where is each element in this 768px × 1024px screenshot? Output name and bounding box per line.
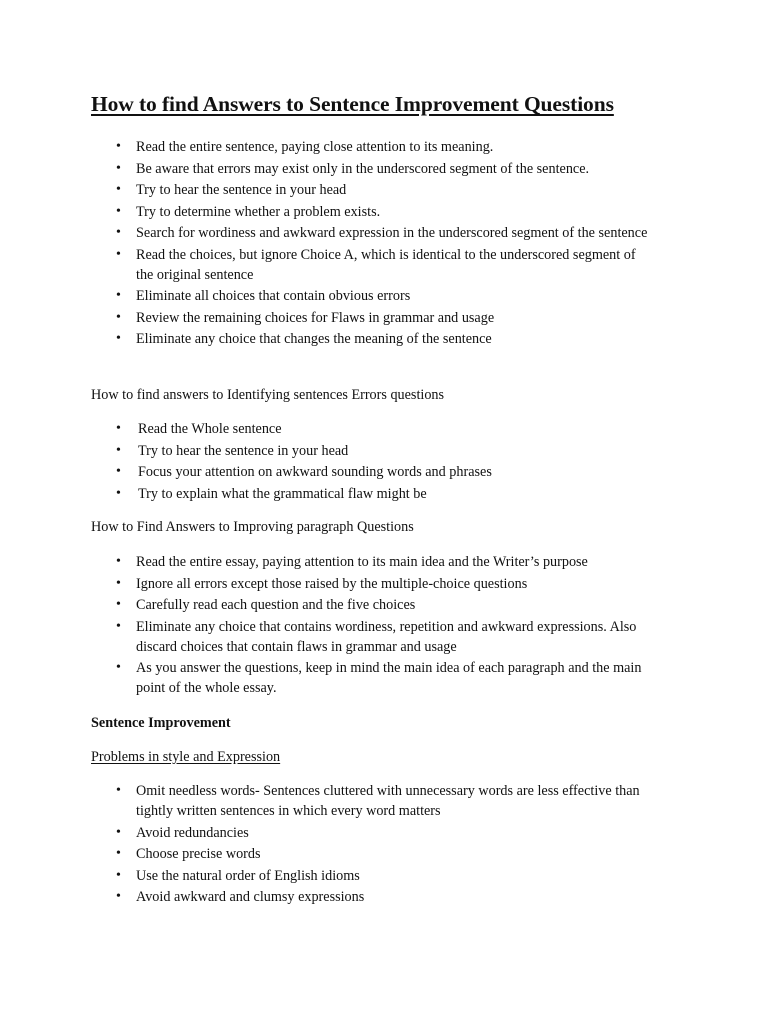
sentence-improvement-heading: Sentence Improvement xyxy=(91,715,231,731)
list-item: • Read the choices, but ignore Choice A, which is identical to the underscored segment of the original sentence xyxy=(91,245,651,285)
list-item: • Focus your attention on awkward sounding words and phrases xyxy=(91,462,651,482)
list-item: • Use the natural order of English idioms xyxy=(91,866,651,886)
sentence-improvement-steps-list xyxy=(91,137,651,351)
list-item: • Ignore all errors except those raised by the multiple-choice questions xyxy=(91,574,651,594)
improving-paragraph-heading: How to Find Answers to Improving paragraph Questions xyxy=(91,519,414,535)
list-item: • Try to hear the sentence in your head xyxy=(91,441,651,461)
list-item: • Try to hear the sentence in your head xyxy=(91,180,651,200)
list-item: • Avoid redundancies xyxy=(91,823,651,843)
list-item: • Eliminate any choice that changes the meaning of the sentence xyxy=(91,329,651,349)
style-expression-list xyxy=(91,781,651,909)
list-item: • Read the entire essay, paying attention to its main idea and the Writer’s purpose xyxy=(91,552,651,572)
list-item: • Try to explain what the grammatical flaw might be xyxy=(91,484,651,504)
list-item: • Try to determine whether a problem exists. xyxy=(91,202,651,222)
improving-paragraph-steps-list xyxy=(91,552,651,700)
style-expression-subheading: Problems in style and Expression xyxy=(91,749,281,765)
list-item: • As you answer the questions, keep in mind the main idea of each paragraph and the main point of the whole essay. xyxy=(91,658,651,698)
list-item: • Be aware that errors may exist only in the underscored segment of the sentence. xyxy=(91,159,651,179)
list-item: • Choose precise words xyxy=(91,844,651,864)
identifying-errors-heading: How to find answers to Identifying sentences Errors questions xyxy=(91,387,445,403)
list-item: • Review the remaining choices for Flaws in grammar and usage xyxy=(91,308,651,328)
list-item: • Eliminate any choice that contains wordiness, repetition and awkward expressions. Also discard choices that contain flaws in grammar and usage xyxy=(91,617,651,657)
list-item: • Read the entire sentence, paying close attention to its meaning. xyxy=(91,137,651,157)
list-item: • Omit needless words- Sentences cluttered with unnecessary words are less effective than tightly written sentences in which every word matters xyxy=(91,781,651,821)
list-item: • Avoid awkward and clumsy expressions xyxy=(91,887,651,907)
list-item: • Search for wordiness and awkward expression in the underscored segment of the sentence xyxy=(91,223,651,243)
list-item: • Carefully read each question and the five choices xyxy=(91,595,651,615)
identifying-errors-steps-list xyxy=(91,419,651,505)
list-item: • Read the Whole sentence xyxy=(91,419,651,439)
page-title: How to find Answers to Sentence Improvement Questions xyxy=(91,92,614,116)
list-item: • Eliminate all choices that contain obvious errors xyxy=(91,286,651,306)
